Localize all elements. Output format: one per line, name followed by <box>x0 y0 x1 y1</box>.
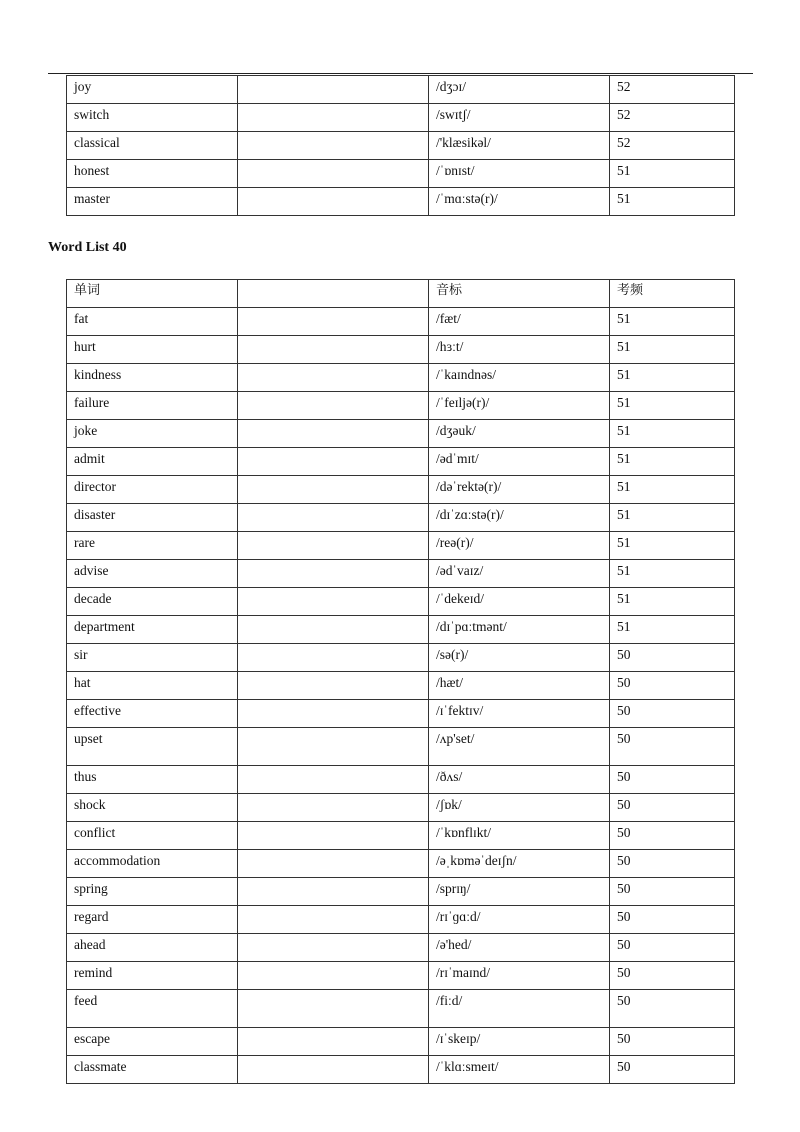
table-row <box>67 476 735 504</box>
table-row <box>67 794 735 822</box>
word-cell: director <box>67 476 238 504</box>
phonetic-cell: /hæt/ <box>429 672 610 700</box>
table-row <box>67 934 735 962</box>
frequency-cell: 51 <box>610 616 735 644</box>
header-word: 单词 <box>67 280 238 308</box>
frequency-cell: 51 <box>610 392 735 420</box>
table-row <box>67 990 735 1028</box>
phonetic-cell: /ˈkɒnflɪkt/ <box>429 822 610 850</box>
frequency-cell: 50 <box>610 728 735 766</box>
word-cell: decade <box>67 588 238 616</box>
blank-cell <box>238 308 429 336</box>
word-cell: feed <box>67 990 238 1028</box>
table-row <box>67 160 735 188</box>
table-header <box>67 280 735 308</box>
blank-cell <box>238 588 429 616</box>
phonetic-cell: /dəˈrektə(r)/ <box>429 476 610 504</box>
blank-cell <box>238 700 429 728</box>
phonetic-cell: /rɪˈɡɑːd/ <box>429 906 610 934</box>
phonetic-cell: /dʒəuk/ <box>429 420 610 448</box>
frequency-cell: 51 <box>610 420 735 448</box>
table-row <box>67 336 735 364</box>
frequency-cell: 50 <box>610 822 735 850</box>
table-row <box>67 392 735 420</box>
word-cell: hurt <box>67 336 238 364</box>
frequency-cell: 51 <box>610 532 735 560</box>
table-row <box>67 878 735 906</box>
top-horizontal-rule <box>48 73 753 74</box>
phonetic-cell: /swɪtʃ/ <box>429 104 610 132</box>
frequency-cell: 50 <box>610 1056 735 1084</box>
word-cell: department <box>67 616 238 644</box>
blank-cell <box>238 1028 429 1056</box>
table-row <box>67 76 735 104</box>
blank-cell <box>238 906 429 934</box>
frequency-cell: 52 <box>610 76 735 104</box>
word-cell: effective <box>67 700 238 728</box>
frequency-cell: 50 <box>610 672 735 700</box>
word-cell: rare <box>67 532 238 560</box>
phonetic-cell: /ˈkaɪndnəs/ <box>429 364 610 392</box>
blank-cell <box>238 132 429 160</box>
word-cell: shock <box>67 794 238 822</box>
blank-cell <box>238 878 429 906</box>
blank-cell <box>238 160 429 188</box>
word-cell: accommodation <box>67 850 238 878</box>
frequency-cell: 50 <box>610 990 735 1028</box>
blank-cell <box>238 962 429 990</box>
word-cell: thus <box>67 766 238 794</box>
word-cell: classical <box>67 132 238 160</box>
table-row <box>67 420 735 448</box>
frequency-cell: 51 <box>610 476 735 504</box>
blank-cell <box>238 1056 429 1084</box>
blank-cell <box>238 532 429 560</box>
word-cell: honest <box>67 160 238 188</box>
word-cell: kindness <box>67 364 238 392</box>
table-row <box>67 104 735 132</box>
phonetic-cell: /ˈɒnɪst/ <box>429 160 610 188</box>
frequency-cell: 51 <box>610 336 735 364</box>
phonetic-cell: /əˌkɒməˈdeɪʃn/ <box>429 850 610 878</box>
frequency-cell: 51 <box>610 504 735 532</box>
blank-cell <box>238 188 429 216</box>
frequency-cell: 51 <box>610 364 735 392</box>
word-cell: admit <box>67 448 238 476</box>
phonetic-cell: /ʃɒk/ <box>429 794 610 822</box>
phonetic-cell: /ə'hed/ <box>429 934 610 962</box>
word-cell: switch <box>67 104 238 132</box>
word-cell: master <box>67 188 238 216</box>
table-row <box>67 728 735 766</box>
table-row <box>67 188 735 216</box>
word-cell: disaster <box>67 504 238 532</box>
table-row <box>67 448 735 476</box>
word-cell: joke <box>67 420 238 448</box>
frequency-cell: 50 <box>610 850 735 878</box>
blank-cell <box>238 104 429 132</box>
phonetic-cell: /dʒɔɪ/ <box>429 76 610 104</box>
header-phonetic: 音标 <box>429 280 610 308</box>
frequency-cell: 50 <box>610 794 735 822</box>
blank-cell <box>238 448 429 476</box>
section-heading: Word List 40 <box>48 240 127 255</box>
vocab-table-continued <box>66 75 735 216</box>
phonetic-cell: /ˈdekeɪd/ <box>429 588 610 616</box>
phonetic-cell: /'klæsikəl/ <box>429 132 610 160</box>
phonetic-cell: /ɪˈfektɪv/ <box>429 700 610 728</box>
blank-cell <box>238 392 429 420</box>
blank-cell <box>238 766 429 794</box>
word-cell: hat <box>67 672 238 700</box>
blank-cell <box>238 420 429 448</box>
frequency-cell: 51 <box>610 308 735 336</box>
phonetic-cell: /ˈfeɪljə(r)/ <box>429 392 610 420</box>
blank-cell <box>238 934 429 962</box>
frequency-cell: 51 <box>610 188 735 216</box>
table-row <box>67 616 735 644</box>
phonetic-cell: /dɪˈpɑːtmənt/ <box>429 616 610 644</box>
phonetic-cell: /ˈmɑːstə(r)/ <box>429 188 610 216</box>
frequency-cell: 50 <box>610 934 735 962</box>
table-2-body <box>67 308 735 1084</box>
phonetic-cell: /ʌp'set/ <box>429 728 610 766</box>
table-row <box>67 588 735 616</box>
frequency-cell: 50 <box>610 906 735 934</box>
blank-cell <box>238 504 429 532</box>
blank-cell <box>238 476 429 504</box>
blank-cell <box>238 644 429 672</box>
word-cell: sir <box>67 644 238 672</box>
table-row <box>67 672 735 700</box>
word-cell: upset <box>67 728 238 766</box>
phonetic-cell: /fiːd/ <box>429 990 610 1028</box>
header-row <box>67 280 735 308</box>
vocab-table-word-list-40 <box>66 279 735 1084</box>
frequency-cell: 50 <box>610 1028 735 1056</box>
table-row <box>67 906 735 934</box>
phonetic-cell: /hɜːt/ <box>429 336 610 364</box>
phonetic-cell: /ədˈvaɪz/ <box>429 560 610 588</box>
phonetic-cell: /ɪˈskeɪp/ <box>429 1028 610 1056</box>
word-cell: remind <box>67 962 238 990</box>
word-cell: conflict <box>67 822 238 850</box>
phonetic-cell: /ədˈmɪt/ <box>429 448 610 476</box>
word-cell: joy <box>67 76 238 104</box>
word-cell: regard <box>67 906 238 934</box>
blank-cell <box>238 336 429 364</box>
table-1-body <box>67 76 735 216</box>
blank-cell <box>238 850 429 878</box>
table-row <box>67 1028 735 1056</box>
word-cell: fat <box>67 308 238 336</box>
blank-cell <box>238 364 429 392</box>
word-cell: failure <box>67 392 238 420</box>
phonetic-cell: /sprɪŋ/ <box>429 878 610 906</box>
table-row <box>67 644 735 672</box>
blank-cell <box>238 672 429 700</box>
table-row <box>67 132 735 160</box>
table-row <box>67 1056 735 1084</box>
word-cell: spring <box>67 878 238 906</box>
frequency-cell: 50 <box>610 766 735 794</box>
word-cell: ahead <box>67 934 238 962</box>
frequency-cell: 52 <box>610 104 735 132</box>
table-row <box>67 766 735 794</box>
table-row <box>67 962 735 990</box>
table-row <box>67 308 735 336</box>
phonetic-cell: /sə(r)/ <box>429 644 610 672</box>
table-row <box>67 700 735 728</box>
table-row <box>67 822 735 850</box>
phonetic-cell: /ðʌs/ <box>429 766 610 794</box>
table-row <box>67 850 735 878</box>
phonetic-cell: /ˈklɑːsmeɪt/ <box>429 1056 610 1084</box>
blank-cell <box>238 616 429 644</box>
phonetic-cell: /reə(r)/ <box>429 532 610 560</box>
table-row <box>67 532 735 560</box>
phonetic-cell: /fæt/ <box>429 308 610 336</box>
phonetic-cell: /dɪˈzɑːstə(r)/ <box>429 504 610 532</box>
frequency-cell: 51 <box>610 160 735 188</box>
header-frequency: 考频 <box>610 280 735 308</box>
frequency-cell: 51 <box>610 560 735 588</box>
blank-cell <box>238 76 429 104</box>
word-cell: escape <box>67 1028 238 1056</box>
frequency-cell: 52 <box>610 132 735 160</box>
table-row <box>67 364 735 392</box>
table-row <box>67 504 735 532</box>
blank-cell <box>238 822 429 850</box>
frequency-cell: 51 <box>610 448 735 476</box>
blank-cell <box>238 728 429 766</box>
frequency-cell: 50 <box>610 962 735 990</box>
frequency-cell: 51 <box>610 588 735 616</box>
word-cell: classmate <box>67 1056 238 1084</box>
phonetic-cell: /rɪˈmaɪnd/ <box>429 962 610 990</box>
header-blank <box>238 280 429 308</box>
blank-cell <box>238 794 429 822</box>
blank-cell <box>238 560 429 588</box>
blank-cell <box>238 990 429 1028</box>
frequency-cell: 50 <box>610 644 735 672</box>
frequency-cell: 50 <box>610 878 735 906</box>
word-cell: advise <box>67 560 238 588</box>
frequency-cell: 50 <box>610 700 735 728</box>
table-row <box>67 560 735 588</box>
